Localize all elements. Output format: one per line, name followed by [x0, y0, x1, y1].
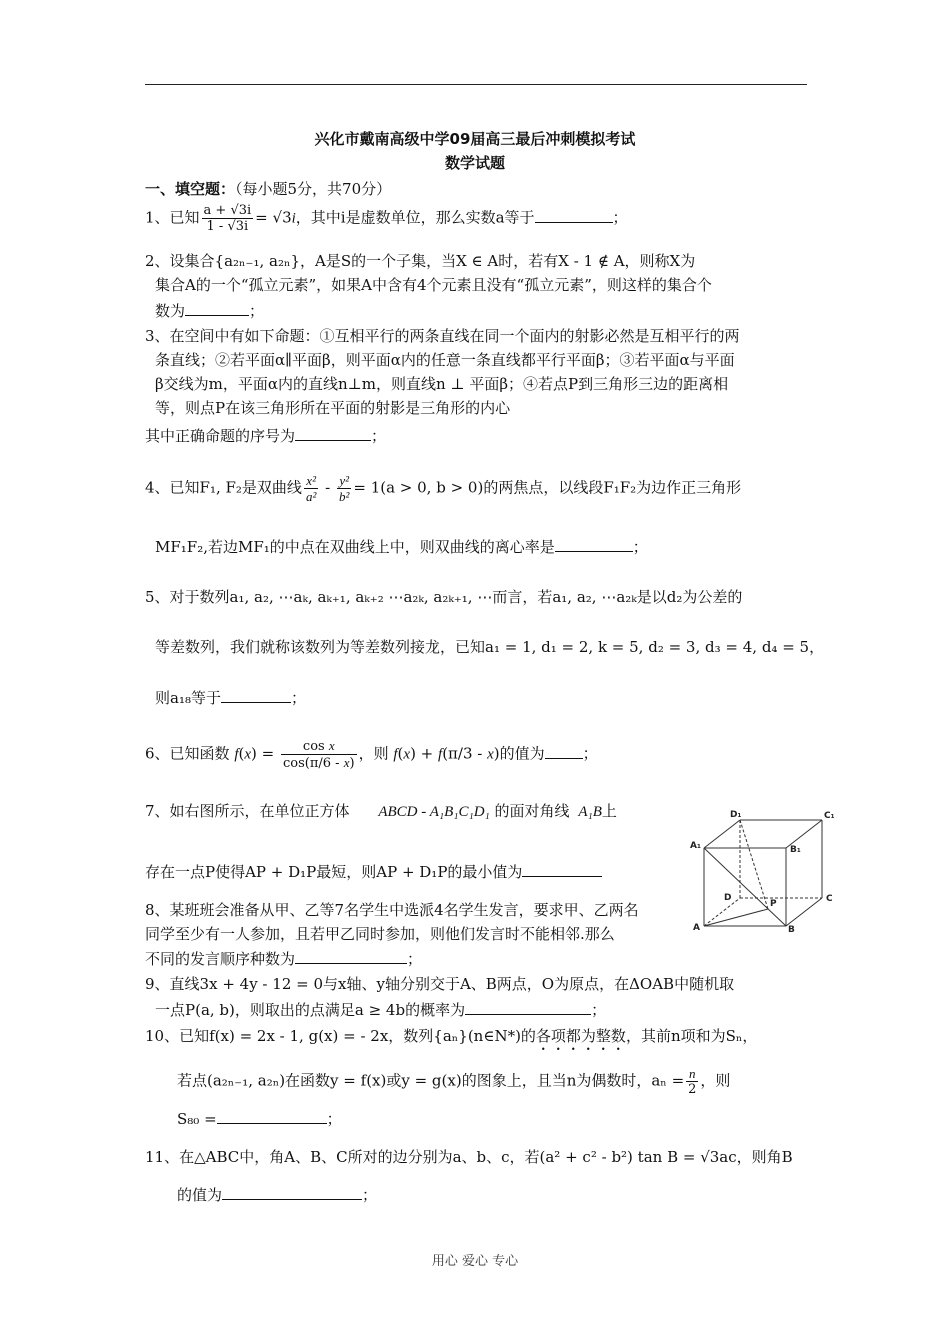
q4-answer-blank[interactable]	[555, 535, 633, 552]
q3-line-3: β交线为m，平面α内的直线n⊥m，则直线n ⊥ 平面β；④若点P到三角形三边的距离相	[155, 375, 729, 393]
q9-answer-blank[interactable]	[465, 998, 591, 1015]
section-heading	[145, 178, 391, 199]
q4-l1b: = 1(a > 0, b > 0)的两焦点，以线段F₁F₂为边作正三角形	[353, 478, 742, 497]
q6-fraction: $\frac{\text{cos x}}{\cos(\pi/6 - x)}$	[283, 738, 355, 771]
q7-cube-name: ABCD - A₁B₁C₁D₁	[378, 804, 490, 820]
q8-line-1: 8、某班班会准备从甲、乙等7名学生中选派4名学生发言，要求甲、乙两名	[145, 901, 639, 919]
section-heading-label: 一、填空题：	[145, 180, 236, 198]
q7-line-1	[145, 800, 617, 823]
q10-l1c: ，其前n项和为Sₙ，	[625, 1027, 758, 1045]
q6-post: 的值为	[499, 744, 545, 763]
q8-l3-text: 不同的发言顺序种数为	[145, 950, 296, 968]
q11-l2-text: 的值为	[177, 1186, 223, 1204]
q4-end: ；	[632, 538, 648, 556]
q7-answer-blank[interactable]	[522, 860, 602, 877]
q2-line-1: 2、设集合{a₂ₙ₋₁, a₂ₙ}，A是S的一个子集，当X ∈ A时，若有X - 1 ∉ A，则称X为	[145, 252, 696, 270]
q4-l2-text: MF₁F₂,若边MF₁的中点在双曲线上中，则双曲线的离心率是	[155, 538, 555, 556]
q3-answer-blank[interactable]	[295, 424, 371, 441]
q2-end: ；	[249, 302, 265, 320]
label-A: A	[693, 923, 700, 933]
q8-answer-blank[interactable]	[295, 947, 407, 964]
q5-l3-text: 则a₁₈等于	[155, 689, 221, 707]
q6-mid: ，则	[358, 744, 389, 763]
label-A1: A₁	[690, 841, 701, 851]
q8-line-3	[145, 947, 422, 970]
q6-answer-blank[interactable]	[545, 742, 583, 759]
question-6: 6、已知函数 f(x) = $\frac{\text{cos x}}{\cos(\pi/6 - x)}$ ，则 f(x) + f(π/3 - x)的值为 ；	[145, 738, 598, 771]
q7-l2-text: 存在一点P使得AP + D₁P最短，则AP + D₁P的最小值为	[145, 863, 523, 881]
q5-line-3	[155, 686, 306, 709]
q2-answer-blank[interactable]	[185, 299, 249, 316]
q9-line-1: 9、直线3x + 4y - 12 = 0与x轴、y轴分别交于A、B两点，O为原点，在ΔOAB中随机取	[145, 975, 735, 993]
label-D: D	[724, 893, 732, 903]
q11-answer-blank[interactable]	[222, 1183, 362, 1200]
q4-frac-x: $\frac{\text{x²}}{\text{a²}}$	[305, 473, 317, 504]
q1-fraction: $\frac{a + √3i}{1 - √3i}$	[203, 203, 252, 234]
q6-end: ；	[582, 744, 598, 763]
q3-line-2: 条直线；②若平面α∥平面β，则平面α内的任意一条直线都平行平面β；③若平面α与平面	[155, 351, 735, 369]
q5-answer-blank[interactable]	[221, 686, 291, 703]
q10-end: ；	[326, 1110, 342, 1128]
exam-title: 兴化市戴南高级中学09届高三最后冲刺模拟考试	[314, 130, 636, 148]
q4-frac-y: $\frac{\text{y²}}{\text{b²}}$	[338, 473, 350, 504]
q5-line-1: 5、对于数列a₁, a₂, ⋯aₖ, aₖ₊₁, aₖ₊₂ ⋯a₂ₖ, a₂ₖ₊₁, ⋯而言，若a₁, a₂, ⋯a₂ₖ是以d₂为公差的	[145, 588, 743, 606]
q10-l1a: 10、已知f(x) = 2x - 1, g(x) = - 2x，数列{aₙ}(n∈N*)的	[145, 1027, 536, 1045]
q3-line-1: 3、在空间中有如下命题：①互相平行的两条直线在同一个面内的射影必然是互相平行的两	[145, 327, 740, 345]
q4-line-2	[155, 535, 648, 558]
q3-l5-text: 其中正确命题的序号为	[145, 427, 296, 445]
q5-end: ；	[290, 689, 306, 707]
q9-l2-text: 一点P(a, b)，则取出的点满足a ≥ 4b的概率为	[155, 1001, 466, 1019]
q7-line-2	[145, 860, 602, 883]
q3-line-5	[145, 424, 386, 447]
q8-line-2: 同学至少有一人参加，且若甲乙同时参加，则他们发言时不能相邻.那么	[145, 925, 615, 943]
q10-line-1	[145, 1025, 757, 1054]
q7-l1e: 上	[601, 802, 617, 820]
q11-end: ；	[362, 1186, 378, 1204]
q10-emphasis: 各项都为整数	[535, 1027, 626, 1045]
label-B1: B₁	[790, 845, 801, 855]
exam-subtitle: 数学试题	[444, 154, 505, 172]
q4-l1a: 4、已知F₁, F₂是双曲线	[145, 478, 302, 497]
q10-l2b: ，则	[700, 1071, 731, 1090]
q10-line-2	[177, 1066, 730, 1097]
q10-answer-blank[interactable]	[217, 1107, 327, 1124]
q10-l2a: 若点(a₂ₙ₋₁, a₂ₙ)在函数y = f(x)或y = g(x)的图象上，且当n为偶数时，aₙ =	[177, 1071, 685, 1090]
q7-diagonal: A₁B	[578, 804, 602, 820]
label-D1: D₁	[730, 810, 742, 820]
label-C: C	[826, 894, 833, 904]
q2-line-3	[155, 299, 264, 322]
label-C1: C₁	[824, 811, 835, 821]
q1-text: ，其中i是虚数单位，那么实数a等于	[295, 208, 535, 227]
q6-prefix: 6、已知函数	[145, 744, 230, 763]
q2-line-2: 集合A的一个“孤立元素”，如果A中含有4个元素且没有“孤立元素”，则这样的集合个	[155, 276, 712, 294]
q7-l1a: 7、如右图所示，在单位正方体	[145, 802, 350, 820]
q11-line-1: 11、在△ABC中，角A、B、C所对的边分别为a、b、c，若(a² + c² - b²) tan B = √3ac，则角B	[145, 1148, 793, 1166]
q10-line-3	[177, 1107, 342, 1130]
page-footer: 用心 爱心 专心	[431, 1254, 519, 1269]
q1-answer-blank[interactable]	[535, 206, 613, 223]
q9-end: ；	[591, 1001, 607, 1019]
q3-end: ；	[371, 427, 387, 445]
q10-fraction: $\frac{n}{2}$	[688, 1066, 697, 1097]
label-B: B	[788, 925, 795, 935]
cube-figure	[690, 806, 840, 936]
question-1: 1、已知 $\frac{a + √3i}{1 - √3i}$ = √3i，其中i是虚数单位，那么实数a等于 ；	[145, 203, 628, 234]
section-note: （每小题5分，共70分）	[235, 180, 392, 198]
q9-line-2	[155, 998, 606, 1021]
q8-end: ；	[407, 950, 423, 968]
q1-end: ；	[612, 208, 628, 227]
q10-l3-text: S₈₀ =	[177, 1110, 217, 1128]
q3-line-4: 等，则点P在该三角形所在平面的射影是三角形的内心	[155, 399, 511, 417]
q11-line-2	[177, 1183, 377, 1206]
q5-line-2: 等差数列，我们就称该数列为等差数列接龙，已知a₁ = 1, d₁ = 2, k = 5, d₂ = 3, d₃ = 4, d₄ = 5，	[155, 638, 825, 656]
q7-l1c: 的面对角线	[494, 802, 570, 820]
q2-l3-text: 数为	[155, 302, 186, 320]
q1-prefix: 1、已知	[145, 208, 200, 227]
label-P: P	[770, 899, 777, 909]
header-rule	[145, 84, 807, 85]
q4-line-1: 4、已知F₁, F₂是双曲线 $\frac{\text{x²}}{\text{a²}}$ - $\frac{\text{y²}}{\text{b²}}$ = 1(a > 0, b > 0)的两焦点，以线段F₁F₂为边作正三角形	[145, 473, 742, 504]
